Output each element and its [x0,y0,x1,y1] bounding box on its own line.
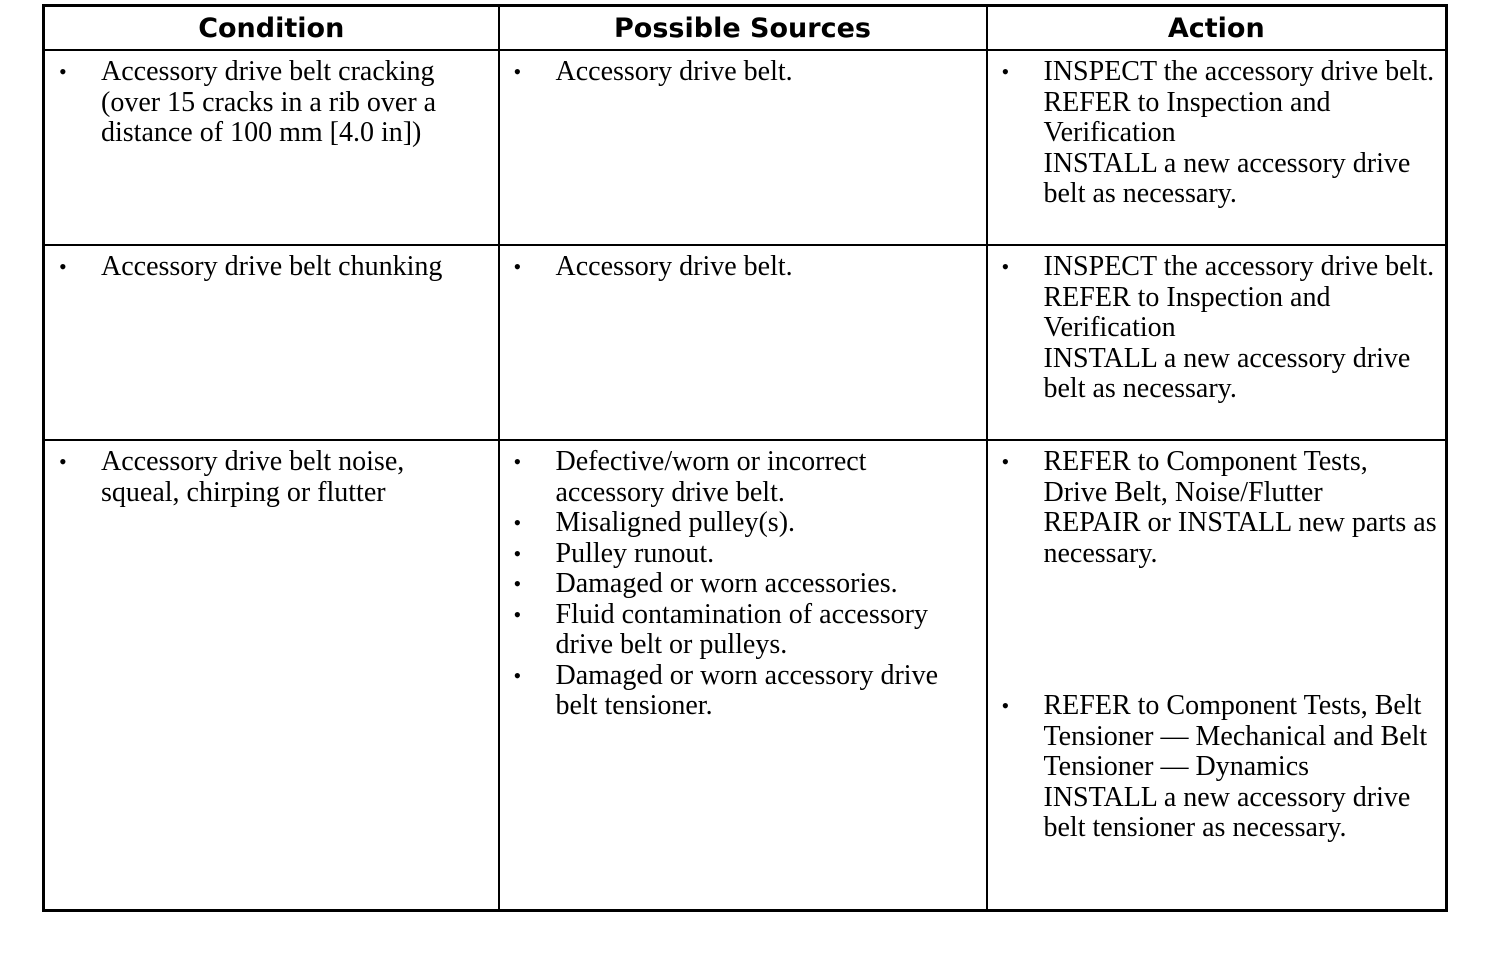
action-line: • INSPECT the accessory drive belt. REFER to Inspection and Verification [1043,56,1442,148]
action-line: INSTALL a new accessory drive belt tensioner as necessary. [1043,781,1418,843]
action-item [988,251,1442,405]
condition-cell [44,440,499,911]
action-item [988,446,1444,569]
action-line: • INSPECT the accessory drive belt. REFER to Inspection and Verification [1043,251,1442,343]
action-line: • REFER to Component Tests, Drive Belt, Noise/Flutter [1043,446,1375,508]
source-item: • Defective/worn or incorrect accessory drive belt. [500,447,978,508]
source-item: • Misaligned pulley(s). [500,508,978,539]
action-line: • REFER to Component Tests, Belt Tensioner — Mechanical and Belt Tensioner — Dynamics [1043,690,1434,782]
diagnosis-table [42,4,1448,912]
action-line: INSTALL a new accessory drive belt as necessary. [1043,147,1418,209]
condition-cell [44,245,499,440]
source-item: • Accessory drive belt. [500,252,978,283]
condition-item: • Accessory drive belt noise, squeal, chirping or flutter [45,447,490,508]
source-item: • Fluid contamination of accessory drive belt or pulleys. [500,600,978,661]
condition-item: • Accessory drive belt cracking (over 15 cracks in a rib over a distance of 100 mm [4.0 in]) [45,57,490,149]
source-item: • Damaged or worn accessories. [500,569,978,600]
table-row [44,245,1447,440]
action-line: INSTALL a new accessory drive belt as necessary. [1043,342,1418,404]
source-item: • Pulley runout. [500,539,978,570]
header-possible-sources: Possible Sources [499,6,987,51]
spacer [988,569,1446,691]
action-item [988,56,1442,210]
source-item: • Damaged or worn accessory drive belt tensioner. [500,661,978,722]
sources-cell [499,440,987,911]
sources-cell [499,245,987,440]
action-item [988,691,1438,844]
header-row [44,6,1447,51]
table-row [44,440,1447,911]
action-cell [987,245,1447,440]
action-cell [987,50,1447,245]
table-row [44,50,1447,245]
header-condition: Condition [44,6,499,51]
action-line: REPAIR or INSTALL new parts as necessary. [1043,507,1444,569]
condition-item: • Accessory drive belt chunking [45,252,490,283]
source-item: • Accessory drive belt. [500,57,978,88]
condition-cell [44,50,499,245]
action-cell [987,440,1447,911]
header-action: Action [987,6,1447,51]
sources-cell [499,50,987,245]
